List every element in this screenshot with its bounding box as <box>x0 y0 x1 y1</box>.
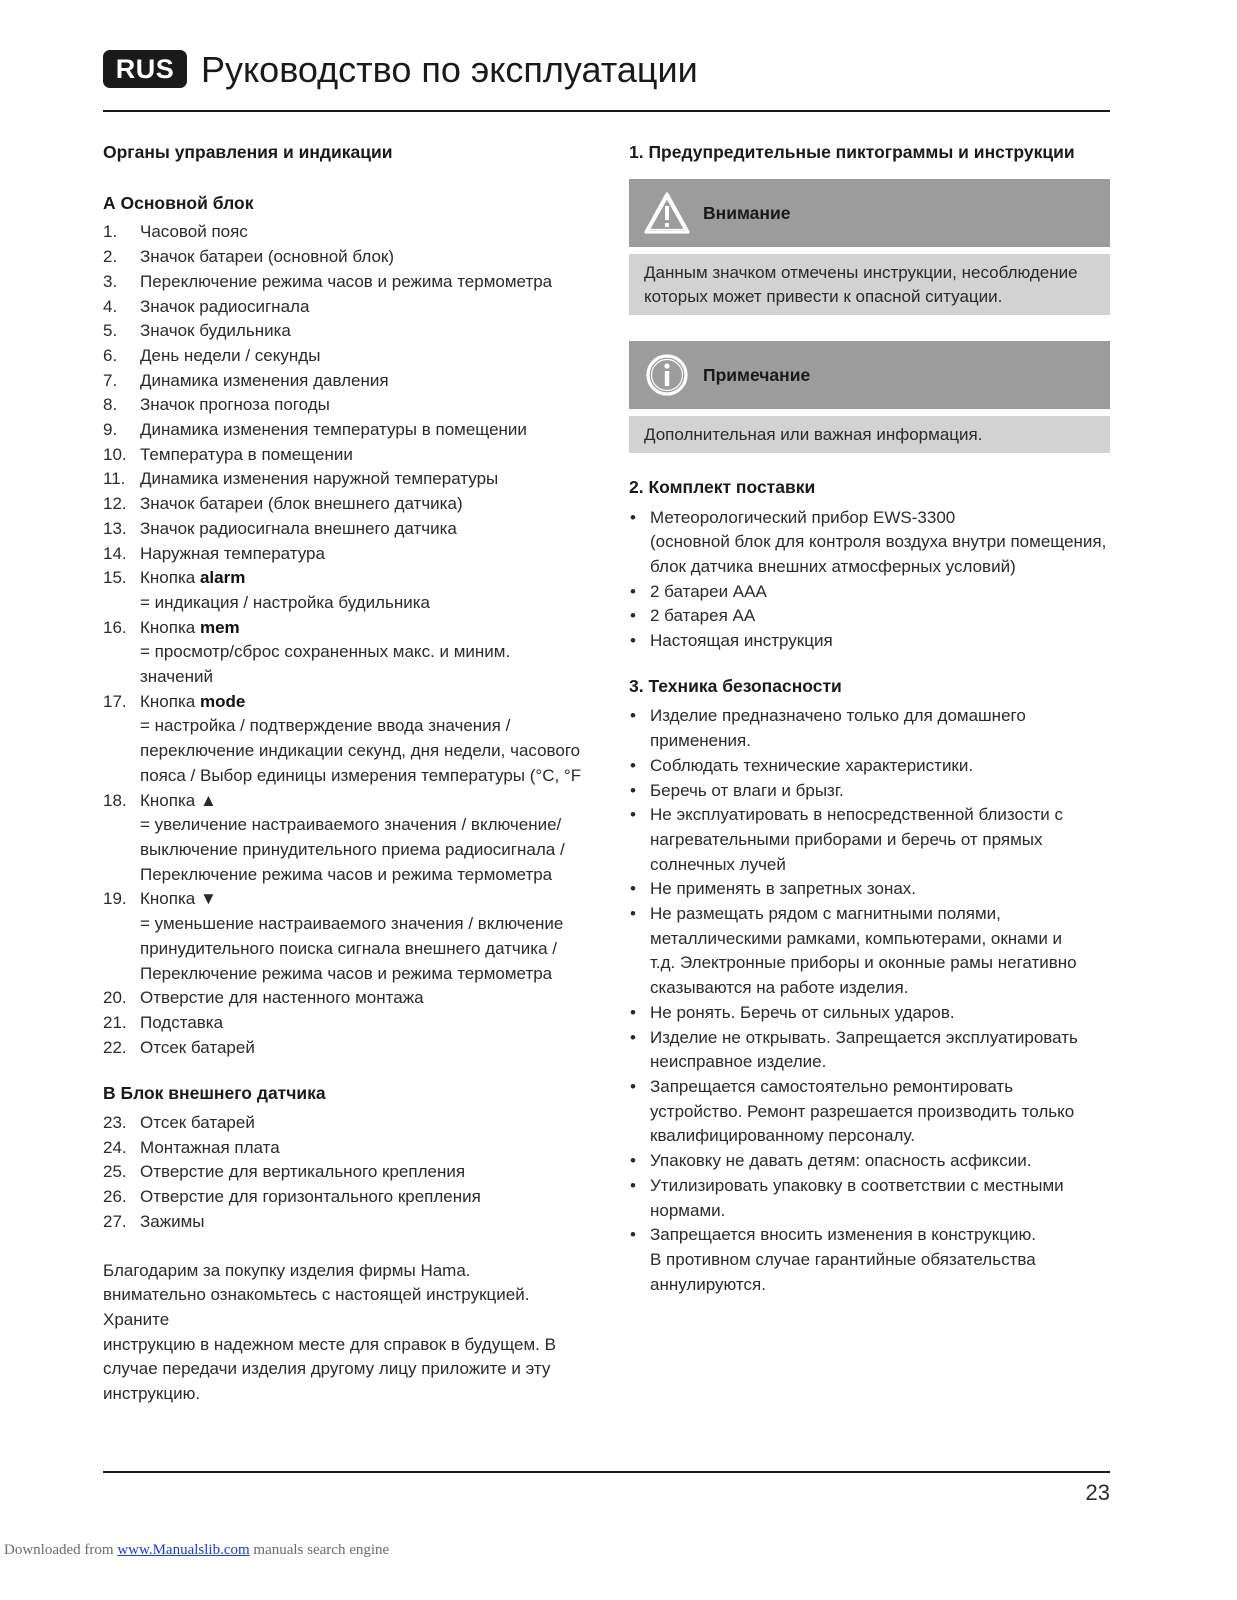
button-key-name: alarm <box>199 568 246 588</box>
bullet-icon: • <box>630 1151 636 1171</box>
item-description-line: Переключение режима часов и режима термометра <box>140 963 553 983</box>
bullet-text <box>650 877 1110 902</box>
item-text: Динамика изменения давления <box>140 370 389 390</box>
item-number: 1. <box>103 222 118 242</box>
item-number: 13. <box>103 518 127 538</box>
bullet-text-line: Упаковку не давать детям: опасность асфиксии. <box>650 1151 1032 1171</box>
warning-text <box>629 254 1110 315</box>
download-prefix: Downloaded from <box>4 1542 118 1558</box>
item-label <box>140 690 583 715</box>
bullet-text-line: солнечных лучей <box>650 854 786 874</box>
item-description-line: = просмотр/сброс сохраненных макс. и миним. значений <box>140 642 511 687</box>
bullet-text-line: Запрещается вносить изменения в конструкцию. <box>650 1225 1036 1245</box>
bullet-item <box>629 779 1110 804</box>
left-column <box>103 140 583 1407</box>
warning-box <box>629 179 1110 315</box>
list-item <box>103 270 583 295</box>
bullet-text-line: В противном случае гарантийные обязательства <box>650 1249 1036 1269</box>
list-item <box>103 344 583 369</box>
button-list-item <box>103 690 583 715</box>
section-3-heading: 3. Техника безопасности <box>629 675 842 696</box>
bullet-text-line: Запрещается самостоятельно ремонтировать <box>650 1076 1014 1096</box>
item-description-line: = индикация / настройка будильника <box>140 592 430 612</box>
item-description-line: = настройка / подтверждение ввода значения / <box>140 716 511 736</box>
list-item <box>103 443 583 468</box>
box-text-line: Дополнительная или важная информация. <box>644 425 983 445</box>
item-text: Переключение режима часов и режима термометра <box>140 271 553 291</box>
bullet-text-line: т.д. Электронные приборы и оконные рамы негативно <box>650 953 1077 973</box>
bullet-text-line: нормами. <box>650 1200 726 1220</box>
bullet-text-line: металлическими рамками, компьютерами, окнами и <box>650 928 1063 948</box>
bullet-text <box>650 506 1110 580</box>
item-number: 27. <box>103 1211 127 1231</box>
item-number: 8. <box>103 395 118 415</box>
item-description-line: выключение принудительного приема радиосигнала / <box>140 839 565 859</box>
item-description-line: пояса / Выбор единицы измерения температуры (°C, °F <box>140 765 582 785</box>
list-item <box>103 418 583 443</box>
bullet-item <box>629 803 1110 877</box>
footer-divider <box>103 1471 1110 1473</box>
note-box <box>629 341 1110 453</box>
button-list-item <box>103 789 583 814</box>
bullet-text-line: Не применять в запретных зонах. <box>650 879 917 899</box>
item-number: 15. <box>103 568 127 588</box>
download-note <box>4 1542 389 1559</box>
bullet-text-line: Изделие не открывать. Запрещается эксплуатировать <box>650 1027 1078 1047</box>
bullet-text <box>650 1149 1110 1174</box>
list-item <box>103 245 583 270</box>
item-description-line: принудительного поиска сигнала внешнего датчика / <box>140 938 557 958</box>
package-contents-list <box>629 506 1110 654</box>
button-prefix: Кнопка <box>140 617 200 637</box>
main-unit-list <box>103 220 583 566</box>
item-text: Монтажная плата <box>140 1137 280 1157</box>
page-header <box>103 44 1110 112</box>
item-text: Отверстие для вертикального крепления <box>140 1162 466 1182</box>
note-text <box>629 416 1110 453</box>
page-number: 23 <box>1085 1480 1110 1505</box>
safety-list <box>629 704 1110 1297</box>
bullet-icon: • <box>630 631 636 651</box>
item-text: Значок радиосигнала внешнего датчика <box>140 518 457 538</box>
button-list-item <box>103 887 583 912</box>
list-item <box>103 467 583 492</box>
bullet-text <box>650 1174 1110 1223</box>
item-label <box>140 566 583 591</box>
item-text: Значок батареи (основной блок) <box>140 247 395 267</box>
controls-heading: Органы управления и индикации <box>103 142 393 162</box>
item-text: Наружная температура <box>140 543 325 563</box>
info-icon <box>643 353 691 397</box>
section-a-heading: А Основной блок <box>103 192 254 213</box>
download-suffix: manuals search engine <box>249 1542 390 1558</box>
item-number: 9. <box>103 420 118 440</box>
button-prefix: Кнопка <box>140 568 200 588</box>
bullet-icon: • <box>630 581 636 601</box>
bullet-item <box>629 902 1110 1001</box>
item-number: 26. <box>103 1187 127 1207</box>
language-badge: RUS <box>103 50 187 88</box>
bullet-icon: • <box>630 1175 636 1195</box>
item-number: 24. <box>103 1137 127 1157</box>
document-title: Руководство по эксплуатации <box>201 49 698 90</box>
button-prefix: Кнопка <box>140 691 200 711</box>
down-arrow-icon: ▼ <box>199 889 217 909</box>
bullet-text <box>650 1026 1110 1075</box>
button-list-item <box>103 616 583 641</box>
list-item <box>103 1210 583 1235</box>
list-item <box>103 319 583 344</box>
item-label <box>140 789 583 814</box>
bullet-item <box>629 754 1110 779</box>
warning-label: Внимание <box>703 202 791 223</box>
bullet-item <box>629 506 1110 580</box>
paragraph-line: Благодарим за покупку изделия фирмы Hama. <box>103 1260 471 1280</box>
manualslib-link[interactable]: www.Manualslib.com <box>117 1542 250 1558</box>
bullet-text-line: Утилизировать упаковку в соответствии с местными <box>650 1175 1064 1195</box>
bullet-icon: • <box>630 904 636 924</box>
item-description-line: = увеличение настраиваемого значения / включение/ <box>140 815 562 835</box>
item-text: Динамика изменения наружной температуры <box>140 469 499 489</box>
item-text: Значок батареи (блок внешнего датчика) <box>140 494 463 514</box>
bullet-text <box>650 902 1110 1001</box>
item-number: 7. <box>103 370 118 390</box>
item-text: Часовой пояс <box>140 222 248 242</box>
bullet-icon: • <box>630 1076 636 1096</box>
thank-you-paragraph <box>103 1259 583 1407</box>
item-number: 14. <box>103 543 127 563</box>
bullet-text-line: аннулируются. <box>650 1274 766 1294</box>
bullet-text-line: Не эксплуатировать в непосредственной близости с <box>650 805 1063 825</box>
item-number: 10. <box>103 444 127 464</box>
item-text: Зажимы <box>140 1211 205 1231</box>
bullet-text-line: 2 батарея AA <box>650 606 756 626</box>
item-description-line: переключение индикации секунд, дня недели, часового <box>140 741 581 761</box>
button-list-item <box>103 566 583 591</box>
bullet-icon: • <box>630 755 636 775</box>
button-prefix: Кнопка <box>140 889 200 909</box>
warning-triangle-icon <box>643 191 691 235</box>
bullet-text-line: устройство. Ремонт разрешается производить только <box>650 1101 1075 1121</box>
list-item <box>103 1111 583 1136</box>
bullet-text <box>650 629 1110 654</box>
list-item <box>103 1185 583 1210</box>
box-text-line: которых может привести к опасной ситуации. <box>644 287 1003 307</box>
item-number: 3. <box>103 271 118 291</box>
list-item <box>103 369 583 394</box>
item-number: 6. <box>103 345 118 365</box>
item-text: Значок будильника <box>140 321 291 341</box>
item-label <box>140 887 583 912</box>
item-text: Динамика изменения температуры в помещении <box>140 420 527 440</box>
bullet-item <box>629 604 1110 629</box>
bullet-icon: • <box>630 805 636 825</box>
bullet-icon: • <box>630 606 636 626</box>
bullet-icon: • <box>630 1225 636 1245</box>
item-text: Отсек батарей <box>140 1113 255 1133</box>
paragraph-line: случае передачи изделия другому лицу приложите и эту <box>103 1359 551 1379</box>
item-text: Подставка <box>140 1012 224 1032</box>
button-prefix: Кнопка <box>140 790 200 810</box>
list-item <box>103 1160 583 1185</box>
item-number: 22. <box>103 1037 127 1057</box>
list-item <box>103 517 583 542</box>
bullet-text-line: Соблюдать технические характеристики. <box>650 755 974 775</box>
list-item <box>103 220 583 245</box>
bullet-text-line: Настоящая инструкция <box>650 631 833 651</box>
bullet-text-line: Метеорологический прибор EWS-3300 <box>650 507 956 527</box>
bullet-item <box>629 704 1110 753</box>
button-key-name: mem <box>199 617 240 637</box>
bullet-icon: • <box>630 879 636 899</box>
bullet-text <box>650 779 1110 804</box>
bullet-text-line: 2 батареи AAA <box>650 581 767 601</box>
item-text: Отверстие для настенного монтажа <box>140 988 424 1008</box>
item-description-line: = уменьшение настраиваемого значения / включение <box>140 914 564 934</box>
item-label <box>140 616 583 641</box>
bullet-text-line: неисправное изделие. <box>650 1052 827 1072</box>
bullet-icon: • <box>630 1027 636 1047</box>
item-number: 19. <box>103 889 127 909</box>
bullet-text-line: блок датчика внешних атмосферных условий) <box>650 556 1016 576</box>
paragraph-line: инструкцию. <box>103 1384 201 1404</box>
bullet-text <box>650 1223 1110 1297</box>
item-text: Значок радиосигнала <box>140 296 310 316</box>
warning-box-header <box>629 179 1110 247</box>
item-number: 17. <box>103 691 127 711</box>
item-number: 21. <box>103 1012 127 1032</box>
list-item <box>103 1136 583 1161</box>
bullet-text <box>650 803 1110 877</box>
note-box-header <box>629 341 1110 409</box>
item-text: Отверстие для горизонтального крепления <box>140 1187 481 1207</box>
bullet-text-line: Изделие предназначено только для домашнего <box>650 706 1026 726</box>
item-number: 20. <box>103 988 127 1008</box>
bullet-text-line: сказываются на работе изделия. <box>650 978 909 998</box>
bullet-item <box>629 1026 1110 1075</box>
item-text: Отсек батарей <box>140 1037 255 1057</box>
bullet-item <box>629 1174 1110 1223</box>
note-label: Примечание <box>703 365 811 386</box>
section-b-heading: В Блок внешнего датчика <box>103 1083 326 1104</box>
bullet-icon: • <box>630 1002 636 1022</box>
section-2-heading: 2. Комплект поставки <box>629 476 816 497</box>
bullet-text-line: (основной блок для контроля воздуха внутри помещения, <box>650 532 1107 552</box>
bullet-text <box>650 604 1110 629</box>
bullet-text-line: Беречь от влаги и брызг. <box>650 780 844 800</box>
sensor-unit-list <box>103 1111 583 1235</box>
box-text-line: Данным значком отмечены инструкции, несоблюдение <box>644 262 1078 282</box>
item-number: 16. <box>103 617 127 637</box>
bullet-icon: • <box>630 706 636 726</box>
section-1-heading: 1. Предупредительные пиктограммы и инструкции <box>629 142 1075 162</box>
bullet-item <box>629 1001 1110 1026</box>
list-item <box>103 295 583 320</box>
bullet-text-line: применения. <box>650 731 751 751</box>
bullet-icon: • <box>630 507 636 527</box>
item-number: 12. <box>103 494 127 514</box>
main-unit-list-end <box>103 986 583 1060</box>
list-item <box>103 542 583 567</box>
bullet-text-line: нагревательными приборами и беречь от прямых <box>650 829 1043 849</box>
item-text: Температура в помещении <box>140 444 353 464</box>
bullet-item <box>629 580 1110 605</box>
list-item <box>103 393 583 418</box>
bullet-item <box>629 1223 1110 1297</box>
paragraph-line: инструкцию в надежном месте для справок в будущем. В <box>103 1334 556 1354</box>
item-number: 11. <box>103 469 126 489</box>
bullet-item <box>629 1075 1110 1149</box>
button-key-name: mode <box>199 691 246 711</box>
paragraph-line: внимательно ознакомьтесь с настоящей инструкцией. Храните <box>103 1285 530 1329</box>
bullet-text <box>650 1001 1110 1026</box>
bullet-text <box>650 754 1110 779</box>
item-description-line: Переключение режима часов и режима термометра <box>140 864 553 884</box>
item-number: 18. <box>103 790 127 810</box>
item-text: Значок прогноза погоды <box>140 395 330 415</box>
bullet-item <box>629 1149 1110 1174</box>
bullet-text-line: квалифицированному персоналу. <box>650 1126 915 1146</box>
list-item <box>103 986 583 1011</box>
bullet-text <box>650 580 1110 605</box>
bullet-text-line: Не ронять. Беречь от сильных ударов. <box>650 1002 955 1022</box>
list-item <box>103 1011 583 1036</box>
bullet-icon: • <box>630 780 636 800</box>
right-column <box>629 140 1110 1297</box>
list-item <box>103 1036 583 1061</box>
bullet-text-line: Не размещать рядом с магнитными полями, <box>650 904 1001 924</box>
item-number: 4. <box>103 296 118 316</box>
item-text: День недели / секунды <box>140 345 321 365</box>
list-item <box>103 492 583 517</box>
item-number: 5. <box>103 321 118 341</box>
bullet-item <box>629 877 1110 902</box>
up-arrow-icon: ▲ <box>199 790 217 810</box>
bullet-text <box>650 704 1110 753</box>
item-number: 2. <box>103 247 118 267</box>
item-number: 25. <box>103 1162 127 1182</box>
item-number: 23. <box>103 1113 127 1133</box>
bullet-item <box>629 629 1110 654</box>
main-unit-buttons-list <box>103 566 583 986</box>
bullet-text <box>650 1075 1110 1149</box>
